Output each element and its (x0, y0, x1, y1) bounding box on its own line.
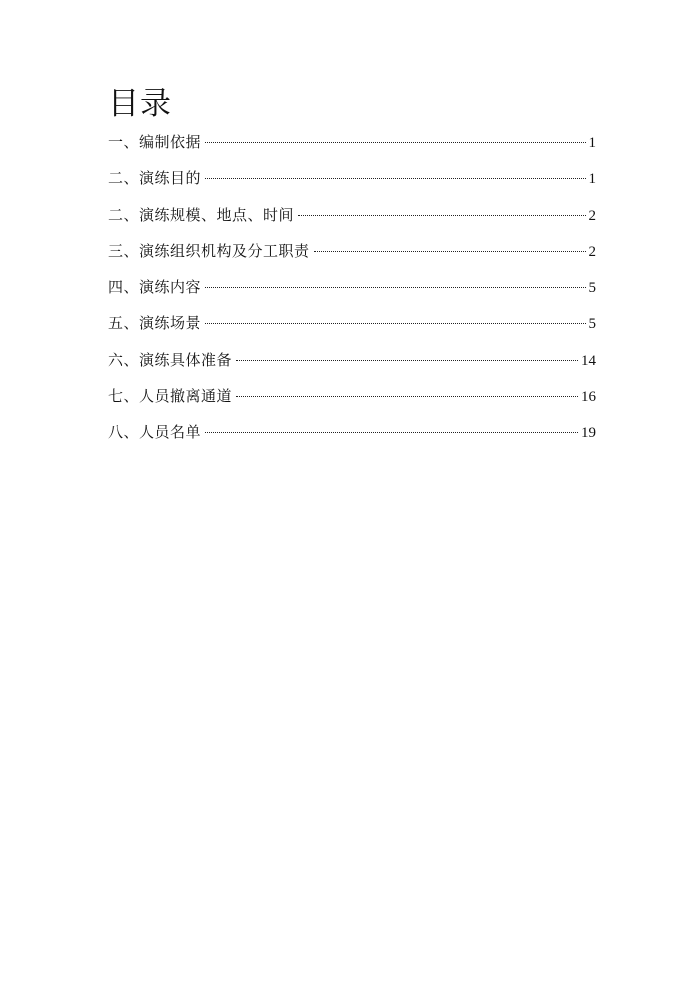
toc-entry[interactable] (108, 305, 596, 341)
toc-entry[interactable] (108, 269, 596, 305)
toc-entry[interactable] (108, 124, 596, 160)
toc-dot-leader (205, 432, 578, 433)
toc-dot-leader (298, 215, 585, 216)
toc-entry-page: 14 (581, 352, 596, 369)
toc-entry[interactable] (108, 160, 596, 196)
toc-entry-label: 六、演练具体准备 (108, 350, 233, 369)
toc-entry-page: 2 (588, 207, 596, 224)
toc-dot-leader (314, 251, 586, 252)
toc-dot-leader (205, 142, 585, 143)
toc-entry-label: 二、演练规模、地点、时间 (108, 205, 295, 224)
toc-entry-label: 四、演练内容 (108, 278, 202, 297)
toc-entry-label: 二、演练目的 (108, 169, 202, 188)
toc-entry-page: 16 (581, 389, 596, 406)
toc-entry[interactable] (108, 414, 596, 450)
toc-dot-leader (205, 287, 585, 288)
toc-dot-leader (236, 360, 578, 361)
toc-entry-page: 2 (588, 243, 596, 260)
toc-entry-label: 八、人员名单 (108, 423, 202, 442)
toc-entry[interactable] (108, 197, 596, 233)
toc-entry-label: 一、编制依据 (108, 133, 202, 151)
toc-dot-leader (205, 178, 585, 179)
toc-entry-page: 19 (581, 425, 596, 442)
toc-entry-page: 5 (588, 316, 596, 333)
toc-dot-leader (236, 396, 578, 397)
toc-entry[interactable] (108, 233, 596, 269)
toc-entry-label: 五、演练场景 (108, 314, 202, 333)
toc-entry-page: 1 (588, 171, 596, 188)
toc-list (108, 124, 596, 451)
toc-entry[interactable] (108, 342, 596, 378)
toc-entry-page: 5 (588, 280, 596, 297)
toc-entry-label: 七、人员撤离通道 (108, 387, 233, 406)
toc-dot-leader (205, 323, 585, 324)
toc-entry[interactable] (108, 378, 596, 414)
toc-entry-label: 三、演练组织机构及分工职责 (108, 241, 310, 260)
toc-entry-page: 1 (588, 135, 596, 151)
toc-title: 目录 (108, 86, 172, 122)
